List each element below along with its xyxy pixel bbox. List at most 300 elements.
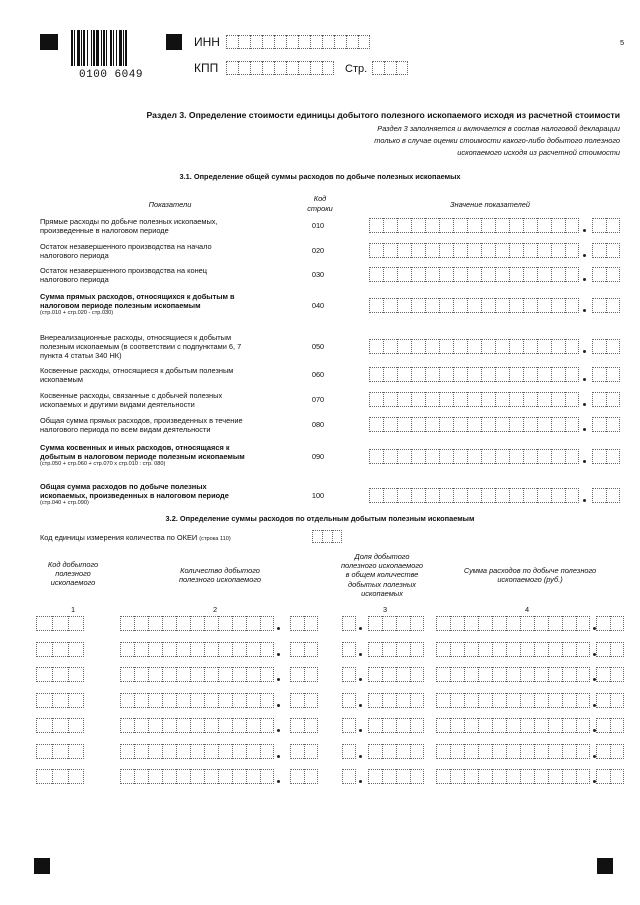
input-cell[interactable] — [478, 616, 492, 631]
input-cell[interactable] — [425, 392, 439, 407]
input-cell[interactable] — [369, 488, 383, 503]
input-cell[interactable] — [232, 718, 246, 733]
value-field-whole[interactable] — [369, 367, 579, 382]
quantity-whole-field[interactable] — [120, 769, 274, 784]
input-cell[interactable] — [68, 718, 84, 733]
input-cell[interactable] — [148, 744, 162, 759]
input-cell[interactable] — [372, 61, 384, 75]
quantity-whole-field[interactable] — [120, 744, 274, 759]
input-cell[interactable] — [226, 61, 238, 75]
value-field-whole[interactable] — [369, 243, 579, 258]
input-cell[interactable] — [453, 392, 467, 407]
input-cell[interactable] — [481, 298, 495, 313]
input-cell[interactable] — [596, 616, 610, 631]
input-cell[interactable] — [162, 718, 176, 733]
input-cell[interactable] — [383, 218, 397, 233]
mineral-code-field[interactable] — [36, 718, 84, 733]
input-cell[interactable] — [495, 267, 509, 282]
input-cell[interactable] — [68, 693, 84, 708]
quantity-fraction-field[interactable] — [290, 744, 318, 759]
input-cell[interactable] — [232, 616, 246, 631]
input-cell[interactable] — [410, 769, 424, 784]
input-cell[interactable] — [610, 744, 624, 759]
input-cell[interactable] — [52, 693, 68, 708]
input-cell[interactable] — [52, 744, 68, 759]
input-cell[interactable] — [36, 769, 52, 784]
input-cell[interactable] — [322, 530, 332, 543]
input-cell[interactable] — [162, 667, 176, 682]
input-cell[interactable] — [436, 769, 450, 784]
input-cell[interactable] — [358, 35, 370, 49]
input-cell[interactable] — [450, 616, 464, 631]
input-cell[interactable] — [274, 35, 286, 49]
input-cell[interactable] — [478, 744, 492, 759]
page-field[interactable] — [372, 61, 408, 75]
input-cell[interactable] — [396, 667, 410, 682]
input-cell[interactable] — [565, 367, 579, 382]
quantity-fraction-field[interactable] — [290, 642, 318, 657]
input-cell[interactable] — [286, 61, 298, 75]
input-cell[interactable] — [576, 616, 590, 631]
input-cell[interactable] — [439, 243, 453, 258]
input-cell[interactable] — [565, 392, 579, 407]
mineral-code-field[interactable] — [36, 616, 84, 631]
input-cell[interactable] — [290, 693, 304, 708]
input-cell[interactable] — [218, 616, 232, 631]
input-cell[interactable] — [436, 718, 450, 733]
input-cell[interactable] — [218, 693, 232, 708]
kpp-field[interactable] — [226, 61, 334, 75]
input-cell[interactable] — [36, 642, 52, 657]
input-cell[interactable] — [176, 718, 190, 733]
share-whole-field[interactable] — [342, 693, 356, 708]
input-cell[interactable] — [396, 693, 410, 708]
input-cell[interactable] — [492, 667, 506, 682]
input-cell[interactable] — [397, 243, 411, 258]
input-cell[interactable] — [481, 367, 495, 382]
value-field-fraction[interactable] — [592, 267, 620, 282]
input-cell[interactable] — [120, 616, 134, 631]
input-cell[interactable] — [383, 243, 397, 258]
input-cell[interactable] — [246, 616, 260, 631]
input-cell[interactable] — [369, 298, 383, 313]
input-cell[interactable] — [565, 243, 579, 258]
input-cell[interactable] — [610, 693, 624, 708]
input-cell[interactable] — [384, 61, 396, 75]
input-cell[interactable] — [382, 769, 396, 784]
input-cell[interactable] — [537, 267, 551, 282]
input-cell[interactable] — [368, 693, 382, 708]
input-cell[interactable] — [509, 392, 523, 407]
input-cell[interactable] — [368, 667, 382, 682]
input-cell[interactable] — [383, 392, 397, 407]
input-cell[interactable] — [537, 367, 551, 382]
input-cell[interactable] — [453, 298, 467, 313]
input-cell[interactable] — [606, 218, 620, 233]
quantity-whole-field[interactable] — [120, 616, 274, 631]
quantity-whole-field[interactable] — [120, 642, 274, 657]
inn-field[interactable] — [226, 35, 370, 49]
value-field-fraction[interactable] — [592, 392, 620, 407]
expense-fraction-field[interactable] — [596, 667, 624, 682]
input-cell[interactable] — [304, 667, 318, 682]
input-cell[interactable] — [453, 218, 467, 233]
input-cell[interactable] — [36, 616, 52, 631]
input-cell[interactable] — [606, 392, 620, 407]
expense-whole-field[interactable] — [436, 616, 590, 631]
input-cell[interactable] — [592, 218, 606, 233]
input-cell[interactable] — [369, 339, 383, 354]
input-cell[interactable] — [204, 718, 218, 733]
input-cell[interactable] — [383, 298, 397, 313]
input-cell[interactable] — [52, 642, 68, 657]
input-cell[interactable] — [120, 718, 134, 733]
input-cell[interactable] — [610, 642, 624, 657]
input-cell[interactable] — [610, 667, 624, 682]
input-cell[interactable] — [232, 642, 246, 657]
input-cell[interactable] — [576, 693, 590, 708]
input-cell[interactable] — [68, 667, 84, 682]
input-cell[interactable] — [411, 339, 425, 354]
input-cell[interactable] — [537, 488, 551, 503]
value-field-whole[interactable] — [369, 417, 579, 432]
input-cell[interactable] — [262, 61, 274, 75]
input-cell[interactable] — [176, 693, 190, 708]
value-field-whole[interactable] — [369, 392, 579, 407]
input-cell[interactable] — [439, 392, 453, 407]
input-cell[interactable] — [190, 616, 204, 631]
input-cell[interactable] — [592, 367, 606, 382]
input-cell[interactable] — [120, 744, 134, 759]
input-cell[interactable] — [436, 616, 450, 631]
input-cell[interactable] — [562, 769, 576, 784]
input-cell[interactable] — [274, 61, 286, 75]
input-cell[interactable] — [453, 243, 467, 258]
input-cell[interactable] — [286, 35, 298, 49]
mineral-code-field[interactable] — [36, 769, 84, 784]
input-cell[interactable] — [397, 298, 411, 313]
input-cell[interactable] — [396, 744, 410, 759]
input-cell[interactable] — [397, 417, 411, 432]
input-cell[interactable] — [218, 769, 232, 784]
value-field-fraction[interactable] — [592, 449, 620, 464]
input-cell[interactable] — [218, 642, 232, 657]
input-cell[interactable] — [537, 392, 551, 407]
input-cell[interactable] — [68, 769, 84, 784]
input-cell[interactable] — [246, 718, 260, 733]
input-cell[interactable] — [467, 243, 481, 258]
input-cell[interactable] — [450, 642, 464, 657]
input-cell[interactable] — [310, 61, 322, 75]
expense-fraction-field[interactable] — [596, 616, 624, 631]
input-cell[interactable] — [592, 339, 606, 354]
input-cell[interactable] — [232, 667, 246, 682]
input-cell[interactable] — [36, 718, 52, 733]
input-cell[interactable] — [382, 642, 396, 657]
input-cell[interactable] — [537, 298, 551, 313]
value-field-whole[interactable] — [369, 298, 579, 313]
input-cell[interactable] — [562, 693, 576, 708]
input-cell[interactable] — [481, 267, 495, 282]
input-cell[interactable] — [134, 693, 148, 708]
input-cell[interactable] — [509, 488, 523, 503]
input-cell[interactable] — [218, 744, 232, 759]
input-cell[interactable] — [610, 769, 624, 784]
input-cell[interactable] — [551, 218, 565, 233]
input-cell[interactable] — [260, 693, 274, 708]
input-cell[interactable] — [464, 616, 478, 631]
input-cell[interactable] — [467, 417, 481, 432]
expense-whole-field[interactable] — [436, 642, 590, 657]
input-cell[interactable] — [148, 769, 162, 784]
input-cell[interactable] — [162, 744, 176, 759]
input-cell[interactable] — [342, 667, 356, 682]
input-cell[interactable] — [369, 267, 383, 282]
input-cell[interactable] — [134, 744, 148, 759]
input-cell[interactable] — [520, 667, 534, 682]
input-cell[interactable] — [520, 769, 534, 784]
input-cell[interactable] — [565, 449, 579, 464]
quantity-fraction-field[interactable] — [290, 718, 318, 733]
input-cell[interactable] — [439, 267, 453, 282]
input-cell[interactable] — [537, 218, 551, 233]
input-cell[interactable] — [425, 298, 439, 313]
input-cell[interactable] — [453, 367, 467, 382]
input-cell[interactable] — [565, 417, 579, 432]
input-cell[interactable] — [439, 339, 453, 354]
input-cell[interactable] — [509, 267, 523, 282]
input-cell[interactable] — [576, 769, 590, 784]
input-cell[interactable] — [495, 243, 509, 258]
input-cell[interactable] — [52, 769, 68, 784]
input-cell[interactable] — [495, 392, 509, 407]
input-cell[interactable] — [120, 693, 134, 708]
input-cell[interactable] — [439, 488, 453, 503]
input-cell[interactable] — [453, 267, 467, 282]
input-cell[interactable] — [425, 417, 439, 432]
input-cell[interactable] — [176, 642, 190, 657]
input-cell[interactable] — [495, 417, 509, 432]
input-cell[interactable] — [134, 769, 148, 784]
input-cell[interactable] — [523, 488, 537, 503]
input-cell[interactable] — [506, 642, 520, 657]
input-cell[interactable] — [204, 667, 218, 682]
input-cell[interactable] — [481, 488, 495, 503]
input-cell[interactable] — [450, 769, 464, 784]
quantity-fraction-field[interactable] — [290, 769, 318, 784]
input-cell[interactable] — [425, 488, 439, 503]
value-field-fraction[interactable] — [592, 488, 620, 503]
input-cell[interactable] — [523, 449, 537, 464]
input-cell[interactable] — [232, 693, 246, 708]
input-cell[interactable] — [290, 769, 304, 784]
input-cell[interactable] — [534, 693, 548, 708]
input-cell[interactable] — [411, 298, 425, 313]
input-cell[interactable] — [523, 367, 537, 382]
input-cell[interactable] — [509, 367, 523, 382]
input-cell[interactable] — [551, 339, 565, 354]
input-cell[interactable] — [565, 218, 579, 233]
input-cell[interactable] — [606, 339, 620, 354]
input-cell[interactable] — [148, 642, 162, 657]
input-cell[interactable] — [534, 718, 548, 733]
input-cell[interactable] — [148, 667, 162, 682]
quantity-fraction-field[interactable] — [290, 667, 318, 682]
input-cell[interactable] — [562, 616, 576, 631]
input-cell[interactable] — [369, 449, 383, 464]
input-cell[interactable] — [262, 35, 274, 49]
input-cell[interactable] — [190, 667, 204, 682]
input-cell[interactable] — [369, 392, 383, 407]
input-cell[interactable] — [411, 218, 425, 233]
input-cell[interactable] — [260, 718, 274, 733]
input-cell[interactable] — [310, 35, 322, 49]
input-cell[interactable] — [368, 769, 382, 784]
input-cell[interactable] — [537, 339, 551, 354]
input-cell[interactable] — [453, 449, 467, 464]
input-cell[interactable] — [226, 35, 238, 49]
input-cell[interactable] — [410, 718, 424, 733]
input-cell[interactable] — [467, 339, 481, 354]
input-cell[interactable] — [290, 642, 304, 657]
input-cell[interactable] — [120, 769, 134, 784]
input-cell[interactable] — [509, 243, 523, 258]
input-cell[interactable] — [464, 642, 478, 657]
expense-whole-field[interactable] — [436, 744, 590, 759]
input-cell[interactable] — [425, 367, 439, 382]
input-cell[interactable] — [176, 769, 190, 784]
input-cell[interactable] — [576, 642, 590, 657]
input-cell[interactable] — [120, 667, 134, 682]
input-cell[interactable] — [606, 417, 620, 432]
input-cell[interactable] — [204, 744, 218, 759]
input-cell[interactable] — [606, 298, 620, 313]
share-fraction-field[interactable] — [368, 744, 424, 759]
input-cell[interactable] — [495, 449, 509, 464]
input-cell[interactable] — [411, 417, 425, 432]
input-cell[interactable] — [383, 488, 397, 503]
input-cell[interactable] — [397, 488, 411, 503]
input-cell[interactable] — [548, 744, 562, 759]
input-cell[interactable] — [382, 718, 396, 733]
input-cell[interactable] — [204, 616, 218, 631]
input-cell[interactable] — [134, 642, 148, 657]
input-cell[interactable] — [606, 267, 620, 282]
input-cell[interactable] — [397, 267, 411, 282]
input-cell[interactable] — [495, 339, 509, 354]
input-cell[interactable] — [509, 339, 523, 354]
input-cell[interactable] — [523, 267, 537, 282]
input-cell[interactable] — [592, 298, 606, 313]
share-whole-field[interactable] — [342, 718, 356, 733]
input-cell[interactable] — [478, 642, 492, 657]
input-cell[interactable] — [495, 218, 509, 233]
share-whole-field[interactable] — [342, 642, 356, 657]
input-cell[interactable] — [425, 267, 439, 282]
input-cell[interactable] — [162, 616, 176, 631]
input-cell[interactable] — [396, 642, 410, 657]
input-cell[interactable] — [596, 642, 610, 657]
share-fraction-field[interactable] — [368, 642, 424, 657]
mineral-code-field[interactable] — [36, 744, 84, 759]
input-cell[interactable] — [246, 693, 260, 708]
input-cell[interactable] — [52, 616, 68, 631]
input-cell[interactable] — [523, 392, 537, 407]
input-cell[interactable] — [537, 449, 551, 464]
input-cell[interactable] — [232, 744, 246, 759]
input-cell[interactable] — [464, 718, 478, 733]
input-cell[interactable] — [576, 667, 590, 682]
expense-fraction-field[interactable] — [596, 693, 624, 708]
input-cell[interactable] — [162, 769, 176, 784]
input-cell[interactable] — [481, 449, 495, 464]
input-cell[interactable] — [411, 267, 425, 282]
input-cell[interactable] — [304, 693, 318, 708]
value-field-fraction[interactable] — [592, 367, 620, 382]
input-cell[interactable] — [190, 769, 204, 784]
input-cell[interactable] — [260, 744, 274, 759]
input-cell[interactable] — [523, 339, 537, 354]
input-cell[interactable] — [411, 367, 425, 382]
input-cell[interactable] — [506, 718, 520, 733]
input-cell[interactable] — [439, 367, 453, 382]
input-cell[interactable] — [397, 367, 411, 382]
input-cell[interactable] — [464, 769, 478, 784]
input-cell[interactable] — [506, 616, 520, 631]
input-cell[interactable] — [606, 488, 620, 503]
input-cell[interactable] — [411, 392, 425, 407]
input-cell[interactable] — [260, 642, 274, 657]
input-cell[interactable] — [304, 769, 318, 784]
input-cell[interactable] — [495, 298, 509, 313]
input-cell[interactable] — [492, 744, 506, 759]
input-cell[interactable] — [411, 449, 425, 464]
share-fraction-field[interactable] — [368, 616, 424, 631]
input-cell[interactable] — [450, 667, 464, 682]
quantity-fraction-field[interactable] — [290, 693, 318, 708]
input-cell[interactable] — [396, 769, 410, 784]
input-cell[interactable] — [439, 298, 453, 313]
input-cell[interactable] — [478, 769, 492, 784]
input-cell[interactable] — [506, 769, 520, 784]
mineral-code-field[interactable] — [36, 642, 84, 657]
input-cell[interactable] — [592, 417, 606, 432]
input-cell[interactable] — [250, 61, 262, 75]
input-cell[interactable] — [68, 642, 84, 657]
input-cell[interactable] — [606, 367, 620, 382]
input-cell[interactable] — [397, 339, 411, 354]
input-cell[interactable] — [495, 488, 509, 503]
input-cell[interactable] — [450, 693, 464, 708]
input-cell[interactable] — [467, 392, 481, 407]
input-cell[interactable] — [383, 449, 397, 464]
input-cell[interactable] — [298, 35, 310, 49]
input-cell[interactable] — [596, 744, 610, 759]
value-field-whole[interactable] — [369, 488, 579, 503]
input-cell[interactable] — [342, 744, 356, 759]
input-cell[interactable] — [596, 693, 610, 708]
input-cell[interactable] — [439, 218, 453, 233]
input-cell[interactable] — [509, 298, 523, 313]
input-cell[interactable] — [410, 642, 424, 657]
input-cell[interactable] — [176, 667, 190, 682]
input-cell[interactable] — [190, 693, 204, 708]
input-cell[interactable] — [232, 769, 246, 784]
input-cell[interactable] — [304, 642, 318, 657]
input-cell[interactable] — [290, 616, 304, 631]
input-cell[interactable] — [246, 642, 260, 657]
input-cell[interactable] — [534, 744, 548, 759]
